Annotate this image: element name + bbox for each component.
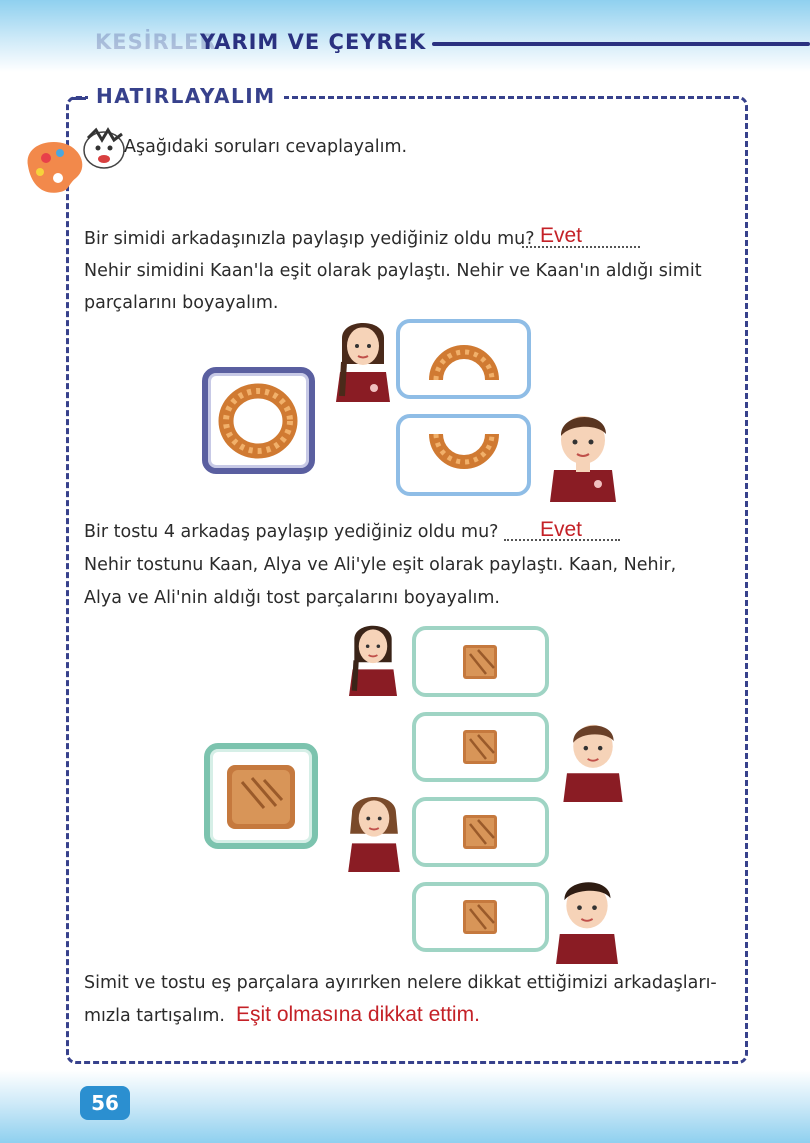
frame-dash [72,97,86,100]
boy-kaan-avatar-2 [560,714,626,802]
tost-instruction-line2: Alya ve Ali'nin aldığı tost parçalarını boyayalım. [84,588,500,608]
intro-text: Aşağıdaki soruları cevaplayalım. [124,137,408,157]
simit-answer: Evet [540,224,583,247]
palette-icon [18,128,128,198]
girl-nehir-avatar [332,312,394,402]
simit-instruction-line1: Nehir simidini Kaan'la eşit olarak paylaştı. Nehir ve Kaan'ın aldığı simit [84,261,702,281]
tost-quarter-4-icon [462,899,498,935]
discussion-answer: Eşit olmasına dikkat ettim. [236,1003,480,1026]
girl-nehir-avatar-2 [345,616,401,696]
simit-half-top-icon [428,340,500,386]
discussion-line2: mızla tartışalım. [84,1006,225,1026]
simit-half-bottom-icon [428,428,500,474]
discussion-line1: Simit ve tostu eş parçalara ayırırken nelere dikkat ettiğimizi arkadaşları- [84,973,717,993]
whole-tost-icon [224,762,298,832]
header-rule [432,42,810,46]
girl-alya-avatar [344,786,404,872]
tost-quarter-1-icon [462,644,498,680]
tost-quarter-3-icon [462,814,498,850]
page-title: YARIM VE ÇEYREK [200,30,427,54]
tost-answer: Evet [540,518,583,541]
page-number: 56 [80,1086,130,1120]
section-label: HATIRLAYALIM [88,84,284,108]
tost-question: Bir tostu 4 arkadaş paylaşıp yediğiniz oldu mu? [84,522,499,542]
boy-ali-avatar [552,872,622,964]
boy-kaan-avatar [548,404,618,502]
tost-quarter-2-icon [462,729,498,765]
simit-question: Bir simidi arkadaşınızla paylaşıp yediğiniz oldu mu? [84,229,535,249]
header-faded-text: KESİRLER [95,30,217,54]
simit-instruction-line2: parçalarını boyayalım. [84,293,279,313]
whole-simit-icon [215,380,301,462]
tost-instruction-line1: Nehir tostunu Kaan, Alya ve Ali'yle eşit olarak paylaştı. Kaan, Nehir, [84,555,677,575]
